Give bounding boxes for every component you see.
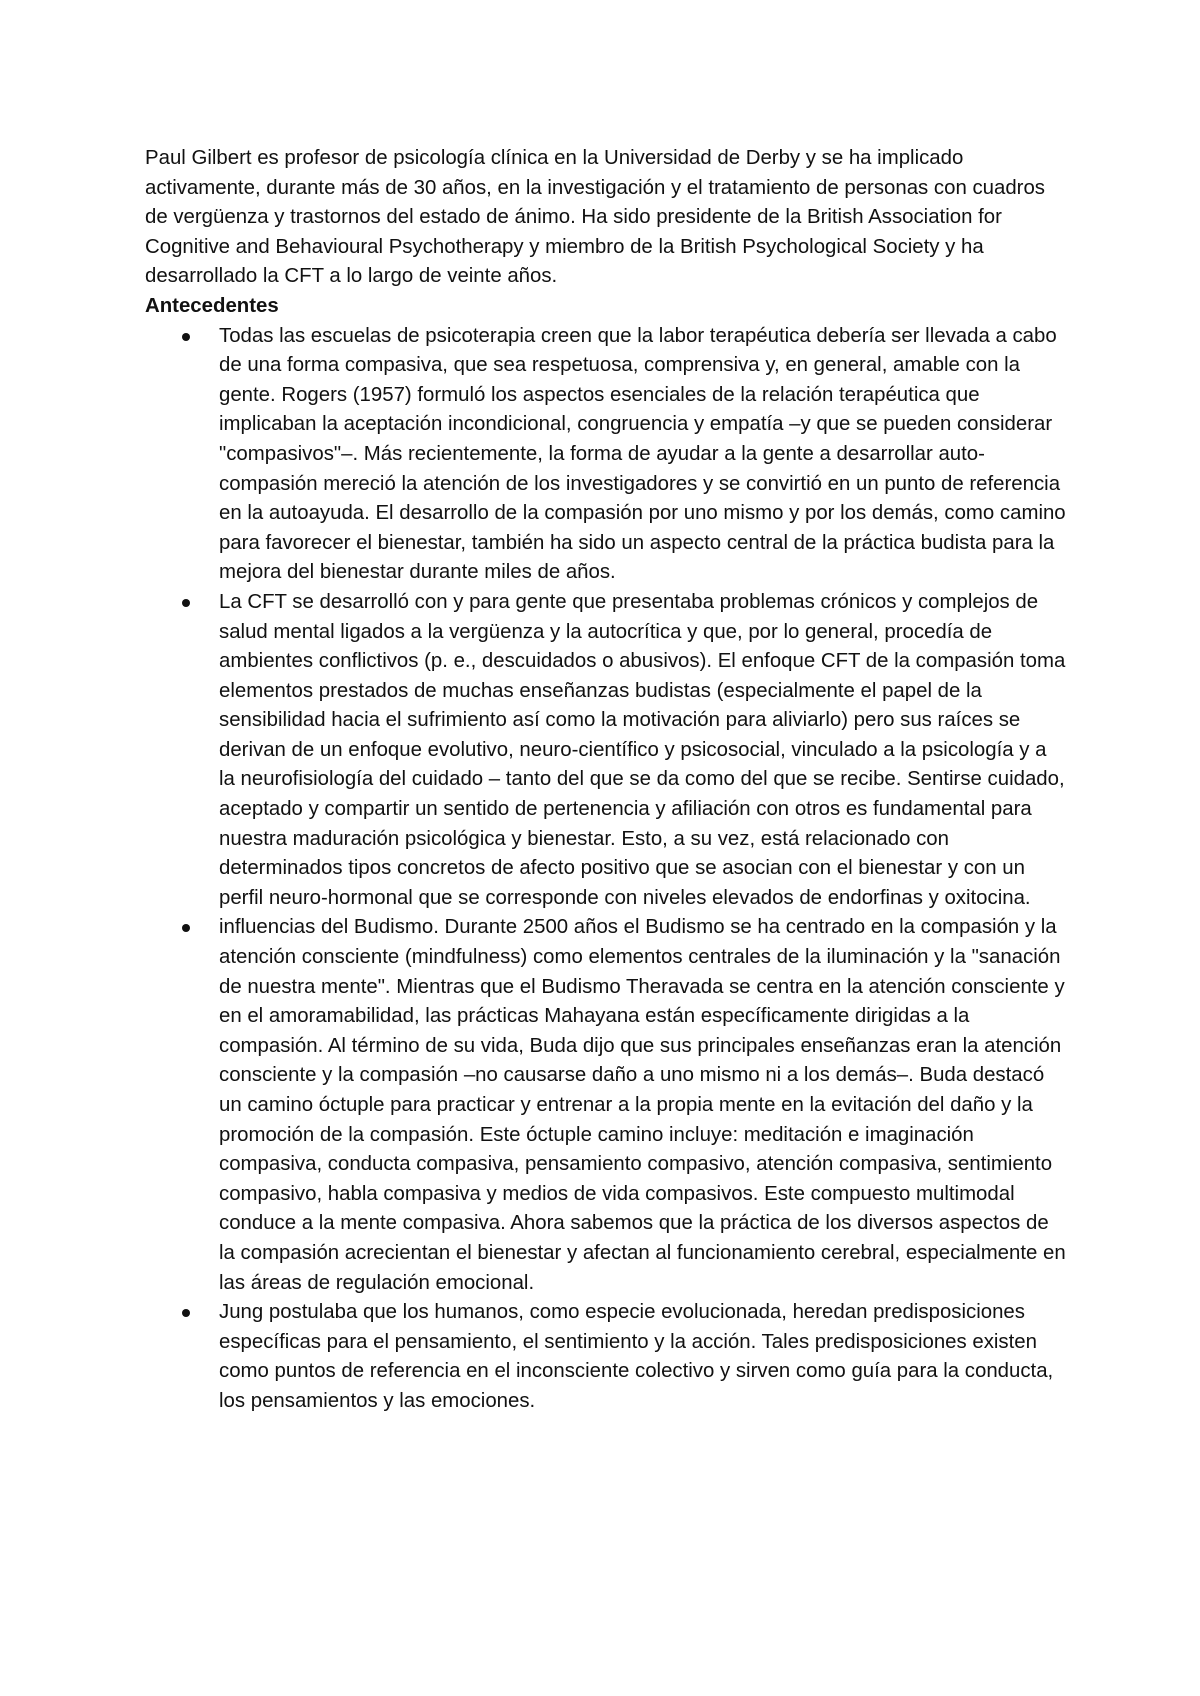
bullet-icon	[182, 599, 190, 607]
document-page	[145, 144, 1067, 1417]
list-item	[219, 1298, 1067, 1416]
list-item	[219, 913, 1067, 1298]
intro-paragraph: Paul Gilbert es profesor de psicología clínica en la Universidad de Derby y se ha implicado activamente, durante más de 30 años, en la investigación y el tratamiento de personas con cuadros de vergüenza y trastornos del estado de ánimo. Ha sido presidente de la British Association for Cognitive and Behavioural Psychotherapy y miembro de la British Psychological Society y ha desarrollado la CFT a lo largo de veinte años.	[145, 147, 1045, 288]
bullet-icon	[182, 924, 190, 932]
list-item-text: influencias del Budismo. Durante 2500 años el Budismo se ha centrado en la compasión y la atención consciente (mindfulness) como elementos centrales de la iluminación y la "sanación de nuestra mente". Mientras que el Budismo Theravada se centra en la atención consciente y en el amoramabilidad, las prácticas Mahayana están específicamente dirigidas a la compasión. Al término de su vida, Buda dijo que sus principales enseñanzas eran la atención consciente y la compasión –no causarse daño a uno mismo ni a los demás–. Buda destacó un camino óctuple para practicar y entrenar a la propia mente en la evitación del daño y la promoción de la compasión. Este óctuple camino incluye: meditación e imaginación compasiva, conducta compasiva, pensamiento compasivo, atención compasiva, sentimiento compasivo, habla compasiva y medios de vida compasivos. Este compuesto multimodal conduce a la mente compasiva. Ahora sabemos que la práctica de los diversos aspectos de la compasión acrecientan el bienestar y afectan al funcionamiento cerebral, especialmente en las áreas de regulación emocional.	[219, 916, 1066, 1294]
section-heading: Antecedentes	[145, 294, 279, 317]
list-item	[219, 322, 1067, 588]
bullet-icon	[182, 1309, 190, 1317]
list-item-text: La CFT se desarrolló con y para gente que presentaba problemas crónicos y complejos de salud mental ligados a la vergüenza y la autocrítica y que, por lo general, procedía de ambientes conflictivos (p. e., descuidados o abusivos). El enfoque CFT de la compasión toma elementos prestados de muchas enseñanzas budistas (especialmente el papel de la sensibilidad hacia el sufrimiento así como la motivación para aliviarlo) pero sus raíces se derivan de un enfoque evolutivo, neuro-científico y psicosocial, vinculado a la psicología y a la neurofisiología del cuidado – tanto del que se da como del que se recibe. Sentirse cuidado, aceptado y compartir un sentido de pertenencia y afiliación con otros es fundamental para nuestra maduración psicológica y bienestar. Esto, a su vez, está relacionado con determinados tipos concretos de afecto positivo que se asocian con el bienestar y con un perfil neuro-hormonal que se corresponde con niveles elevados de endorfinas y oxitocina.	[219, 590, 1066, 909]
list-item	[219, 588, 1067, 914]
list-item-text: Todas las escuelas de psicoterapia creen que la labor terapéutica debería ser llevada a cabo de una forma compasiva, que sea respetuosa, comprensiva y, en general, amable con la gente. Rogers (1957) formuló los aspectos esenciales de la relación terapéutica que implicaban la aceptación incondicional, congruencia y empatía –y que se pueden considerar "compasivos"–. Más recientemente, la forma de ayudar a la gente a desarrollar auto-compasión mereció la atención de los investigadores y se convirtió en un punto de referencia en la autoayuda. El desarrollo de la compasión por uno mismo y por los demás, como camino para favorecer el bienestar, también ha sido un aspecto central de la práctica budista para la mejora del bienestar durante miles de años.	[219, 324, 1066, 584]
list-item-text: Jung postulaba que los humanos, como especie evolucionada, heredan predisposiciones específicas para el pensamiento, el sentimiento y la acción. Tales predisposiciones existen como puntos de referencia en el inconsciente colectivo y sirven como guía para la conducta, los pensamientos y las emociones.	[219, 1301, 1054, 1412]
bullet-list	[145, 322, 1067, 1417]
bullet-icon	[182, 333, 190, 341]
